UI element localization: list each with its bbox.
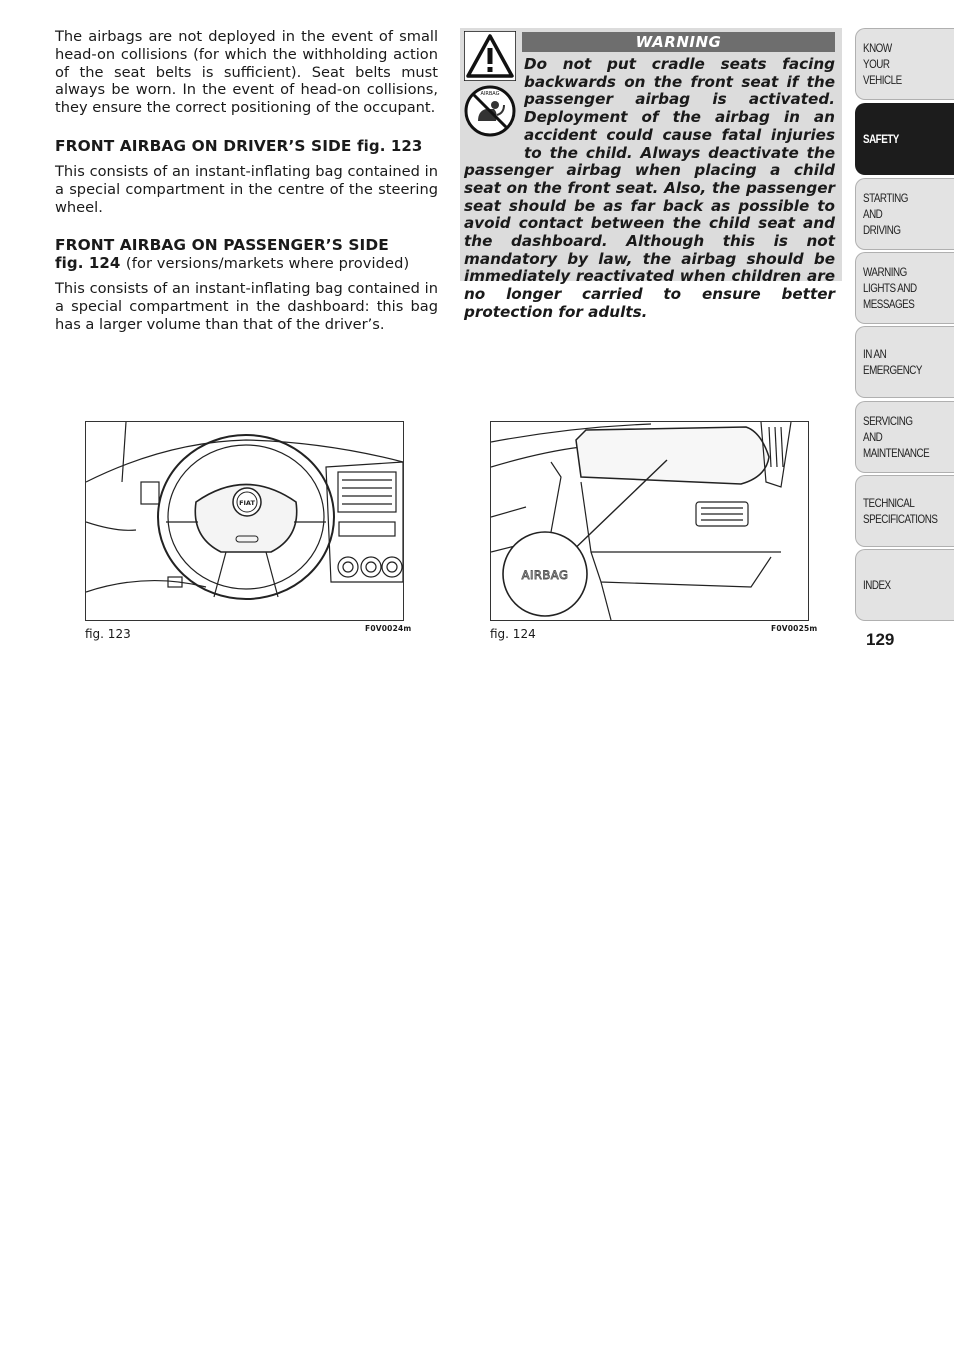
passenger-airbag-heading-text: FRONT AIRBAG ON PASSENGER’S SIDE	[55, 236, 389, 255]
tab-know-your-vehicle[interactable]	[855, 28, 954, 100]
warning-title: WARNING	[522, 32, 835, 52]
tab-starting-and-driving[interactable]	[855, 178, 954, 250]
fig-124-caption: fig. 124	[490, 627, 536, 641]
fiat-badge-text: FIAT	[239, 499, 255, 507]
intro-paragraph: The airbags are not deployed in the event of small head-on collisions (for which the withholding action of the seat belts is sufficient). Seat belts must always be worn. In the event of head-on collisions, they ensure the correct positioning of the occupant.	[55, 28, 438, 117]
passenger-airbag-text: This consists of an instant-inflating bag contained in a special compartment in the dashboard: this bag has a larger volume than that of the driver’s.	[55, 280, 438, 333]
tab-technical-specifications[interactable]	[855, 475, 954, 547]
driver-airbag-heading-text: FRONT AIRBAG ON DRIVER’S SIDE	[55, 136, 352, 155]
tab-label: WARNING LIGHTS AND MESSAGES	[863, 265, 917, 311]
dashboard-passenger-airbag-illustration	[490, 421, 809, 621]
left-column	[55, 28, 438, 346]
passenger-airbag-heading	[55, 236, 438, 273]
driver-airbag-heading	[55, 137, 438, 155]
fig-123-caption: fig. 123	[85, 627, 131, 641]
tab-label: IN AN EMERGENCY	[863, 347, 923, 377]
tab-warning-lights-and-messages[interactable]	[855, 252, 954, 324]
tab-label: TECHNICAL SPECIFICATIONS	[863, 496, 938, 526]
warning-text	[464, 56, 835, 322]
tab-label: SERVICING AND MAINTENANCE	[863, 414, 930, 460]
steering-wheel-airbag-illustration	[85, 421, 404, 621]
tab-label: SAFETY	[863, 132, 899, 146]
tab-label: KNOW YOUR VEHICLE	[863, 41, 902, 87]
tab-in-an-emergency[interactable]	[855, 326, 954, 398]
passenger-airbag-figref: fig. 124	[55, 254, 121, 273]
warning-box	[460, 28, 842, 321]
tab-servicing-and-maintenance[interactable]	[855, 401, 954, 473]
airbag-icon-text: AIRBAG	[480, 91, 500, 97]
tab-label: INDEX	[863, 578, 891, 592]
tab-safety[interactable]	[855, 103, 954, 175]
fig-123-code: F0V0024m	[365, 624, 412, 633]
tab-index[interactable]	[855, 549, 954, 621]
fig-124-code: F0V0025m	[771, 624, 818, 633]
driver-airbag-figref: fig. 123	[357, 136, 423, 155]
passenger-airbag-note: (for versions/markets where provided)	[125, 255, 410, 273]
page-number: 129	[866, 630, 895, 649]
driver-airbag-text: This consists of an instant-inflating bag contained in a special compartment in the centre of the steering wheel.	[55, 162, 438, 216]
tab-label: STARTING AND DRIVING	[863, 191, 908, 237]
airbag-label: AIRBAG	[521, 568, 569, 582]
warning-text-content: Do not put cradle seats facing backwards on the front seat if the passenger airbag is activated. Deployment of the airbag in an accident could cause fatal injuries to the child. Always deactivate the passenger airbag when placing a child seat on the front seat. Also, the passenger seat should be as far back as possible to avoid contact between the child seat and the dashboard. Although this is not mandatory by law, the airbag should be immediately reactivated when children are no longer carried to ensure better protection for adults.	[464, 55, 835, 321]
